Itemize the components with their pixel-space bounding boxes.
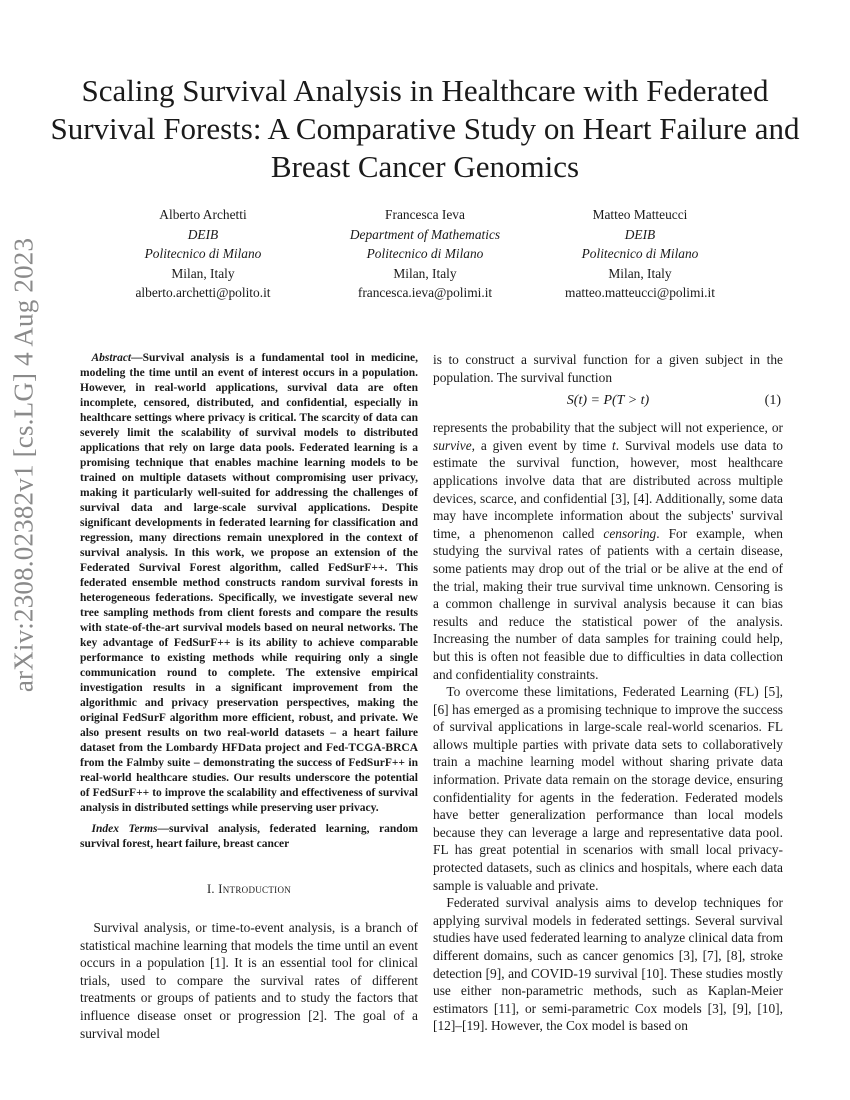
federated-survival-paragraph: Federated survival analysis aims to develop techniques for applying survival models in federated settings. Several survival studies have used federated learning to analyze clinical data from different domains, such as cancer genomics [3], [7], [8], stroke detection [9], and COVID-19 survival [10]. These studies mostly use either non-parametric methods, such as Kaplan-Meier estimators [11], or semi-parametric Cox models [3], [9], [10], [12]–[19]. However, the Cox model is based on xyxy=(433,895,783,1034)
author-dept: Department of Mathematics xyxy=(349,226,501,242)
equation-expression: S(t) = P(T > t) xyxy=(566,393,650,409)
emphasis-censoring: censoring xyxy=(603,525,657,541)
author-name: Francesca Ieva xyxy=(385,207,465,222)
arxiv-identifier: arXiv:2308.02382v1 [cs.LG] 4 Aug 2023 xyxy=(8,237,39,693)
emphasis-survive: survive xyxy=(433,437,472,453)
author-name: Matteo Matteucci xyxy=(592,207,688,222)
text-run: represents the probability that the subject will not experience, or xyxy=(433,420,783,436)
author-city: Milan, Italy xyxy=(171,265,235,281)
author-name: Alberto Archetti xyxy=(159,207,247,222)
author-email: alberto.archetti@polito.it xyxy=(135,285,271,300)
abstract-label: Abstract xyxy=(91,352,132,364)
author-block-2 xyxy=(305,205,545,303)
abstract-text: —Survival analysis is a fundamental tool in medicine, modeling the time until an event of interest occurs in a population. However, in real-world applications, survival data are often incomplete, censored, distributed, and confidential, especially in healthcare settings where privacy is critical. The scarcity of data can severely limit the scalability of survival models to distributed applications that rely on large data pools. Federated learning is a promising technique that enables machine learning models to be trained on multiple datasets without compromising user privacy, making it particularly well-suited for addressing the challenges of survival data and large-scale survival applications. Despite significant developments in federated learning for classification and regression, many directions remain unexplored in the context of survival analysis. In this work, we propose an extension of the Federated Survival Forest algorithm, called FedSurF++. This federated ensemble method constructs random survival forests in heterogeneous federations. Specifically, we investigate several new tree sampling methods from client forests and compare the results with state-of-the-art survival models based on neural networks. The key advantage of FedSurF++ is its ability to achieve comparable performance to existing methods while requiring only a single communication round to complete. The extensive empirical investigation results in a significant improvement from the algorithmic and privacy preservation perspectives, making the original FedSurF algorithm more efficient, robust, and private. We also present results on two real-world datasets – a heart failure dataset from the Lombardy HFData project and Fed-TCGA-BRCA from the Falmby suite – demonstrating the success of FedSurF++ in real-world healthcare studies. Our results underscore the potential of FedSurF++ to improve the scalability and effectiveness of survival analysis in distributed settings while preserving user privacy. xyxy=(80,352,418,814)
arxiv-sidebar xyxy=(4,237,44,693)
section-numeral: I. xyxy=(206,882,219,896)
author-org: Politecnico di Milano xyxy=(581,246,699,261)
section-title: Introduction xyxy=(218,882,292,896)
equation-1 xyxy=(433,391,783,413)
survival-function-paragraph: is to construct a survival function for a given subject in the population. The survival function xyxy=(433,352,783,385)
author-block-3 xyxy=(520,205,760,303)
author-city: Milan, Italy xyxy=(393,265,457,281)
right-column xyxy=(433,351,783,1035)
censoring-paragraph xyxy=(433,419,783,683)
author-city: Milan, Italy xyxy=(608,265,672,281)
left-column xyxy=(80,351,418,1042)
text-run: . For example, when studying the survival rates of patients with a certain disease, some patients may drop out of the trial or be alive at the end of the trial, making their true survival time unknown. Censoring is a common challenge in survival analysis because it can bias results and reduce the statistical power of the analysis. Increasing the number of data samples for training could help, but this is often not feasible due to difficulties in data collection and confidentiality constraints. xyxy=(433,525,784,682)
author-org: Politecnico di Milano xyxy=(366,246,484,261)
author-dept: DEIB xyxy=(187,226,219,242)
abstract xyxy=(80,351,418,816)
equation-number: (1) xyxy=(764,393,781,409)
math-t: t xyxy=(612,437,616,453)
author-email: francesca.ieva@polimi.it xyxy=(357,285,493,300)
author-block-1 xyxy=(83,205,323,303)
intro-paragraph-1: Survival analysis, or time-to-event analysis, is a branch of statistical machine learning that models the time until an event occurs in a population [1]. It is an essential tool for clinical trials, used to compare the survival rates of different treatments or groups of patients and to study the factors that influence disease onset or progression [2]. The goal of a survival model xyxy=(80,920,418,1041)
author-dept: DEIB xyxy=(624,226,656,242)
federated-learning-paragraph: To overcome these limitations, Federated Learning (FL) [5], [6] has emerged as a promising technique to improve the success of survival applications in large-scale real-world scenarios. FL allows multiple parties with private data sets to collaboratively train a machine learning model without sharing private data information. Private data remain on the storage device, ensuring confidentiality for agents in the federation. Federated models have better generalization performance than local models because they can leverage a large and representative data pool. FL has great potential in scenarios with small local privacy-protected datasets, such as clinics and hospitals, where each data sample is valuable and private. xyxy=(433,684,783,893)
section-heading-introduction xyxy=(80,882,418,897)
index-terms-label: Index Terms xyxy=(91,823,158,835)
index-terms-text: —survival analysis, federated learning, random survival forest, heart failure, breast cancer xyxy=(80,823,418,850)
index-terms xyxy=(80,822,418,852)
text-run: , a given event by time xyxy=(471,437,613,453)
text-run: . Survival models use data to estimate the survival function, however, most healthcare applications involve data that are distributed across multiple devices, scarce, and confidential [3], [4]. Additionally, some data may have incomplete information about the subjects' survival time, a phenomenon called xyxy=(433,437,783,541)
author-email: matteo.matteucci@polimi.it xyxy=(565,285,715,300)
author-org: Politecnico di Milano xyxy=(144,246,262,261)
paper-title: Scaling Survival Analysis in Healthcare with Federated Survival Forests: A Comparative Study on Heart Failure and Breast Cancer Genomics xyxy=(50,73,800,184)
